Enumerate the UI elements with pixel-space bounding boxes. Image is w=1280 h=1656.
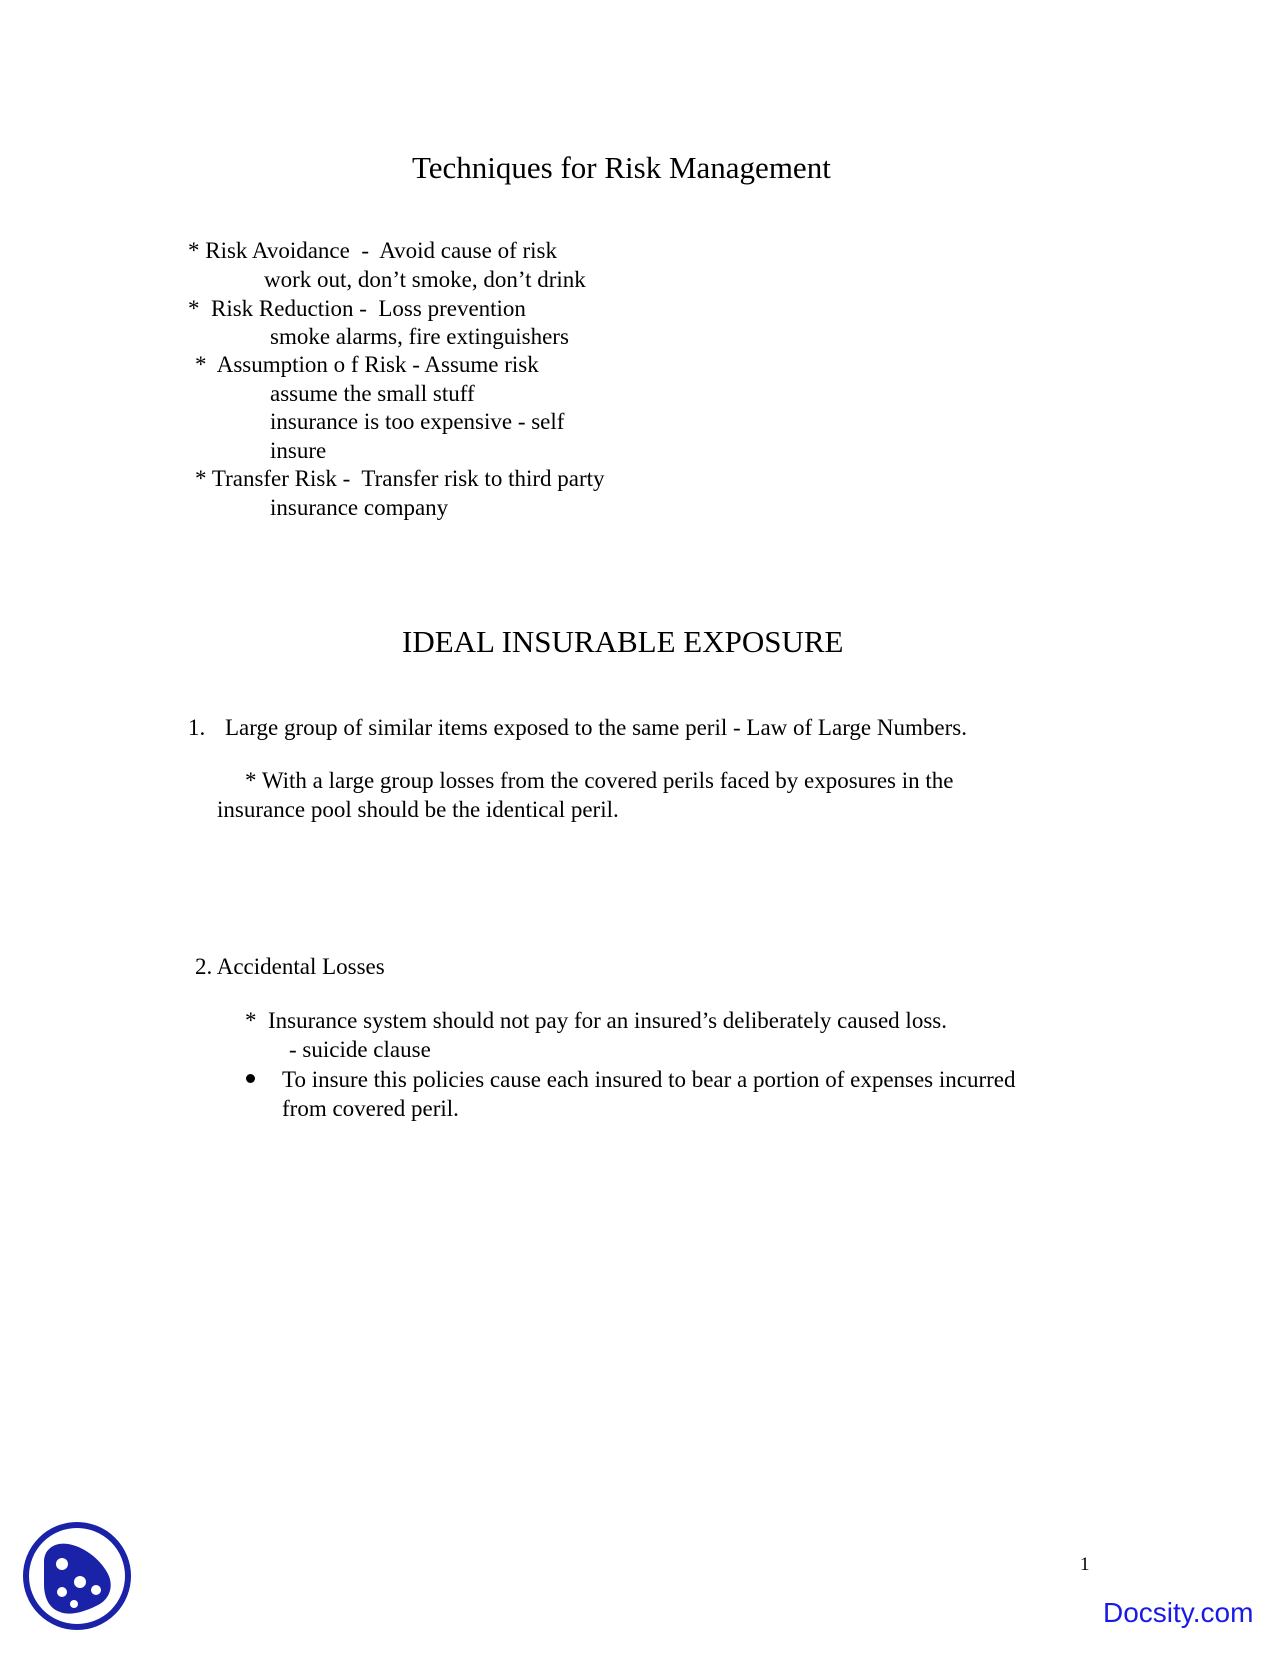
section-title-ideal-insurable-exposure: IDEAL INSURABLE EXPOSURE [402, 624, 844, 659]
docsity-logo-icon [22, 1520, 132, 1632]
item-2-bullet-line-1: To insure this policies cause each insured to bear a portion of expenses incurred [282, 1067, 1016, 1092]
numbered-item-2-heading: 2. Accidental Losses [195, 954, 385, 979]
list-item-transfer-risk: * Transfer Risk - Transfer risk to third party [195, 466, 605, 491]
item-2-note-line-2: - suicide clause [289, 1037, 431, 1062]
list-item-risk-reduction: * Risk Reduction - Loss prevention [188, 296, 526, 321]
numbered-item-1-number: 1. [188, 715, 206, 740]
docsity-brand-link[interactable]: Docsity.com [1103, 1597, 1254, 1628]
bullet-icon [246, 1074, 255, 1083]
numbered-item-1-text: Large group of similar items exposed to the same peril - Law of Large Numbers. [225, 715, 967, 740]
list-detail-assumption-1: assume the small stuff [270, 381, 475, 406]
list-detail-assumption-2: insurance is too expensive - self [270, 409, 565, 434]
item-1-note-line-1: * With a large group losses from the covered perils faced by exposures in the [245, 768, 954, 793]
item-2-note-line-1: * Insurance system should not pay for an insured’s deliberately caused loss. [245, 1008, 947, 1033]
list-detail-transfer: insurance company [270, 495, 449, 520]
item-2-bullet-line-2: from covered peril. [282, 1096, 459, 1121]
list-detail-reduction: smoke alarms, fire extinguishers [270, 324, 569, 349]
section-title-techniques: Techniques for Risk Management [412, 150, 831, 185]
list-item-risk-avoidance: * Risk Avoidance - Avoid cause of risk [188, 238, 557, 263]
list-item-assumption: * Assumption o f Risk - Assume risk [195, 352, 539, 377]
item-1-note-line-2: insurance pool should be the identical peril. [217, 797, 619, 822]
list-detail-assumption-3: insure [270, 438, 327, 463]
list-detail-avoidance: work out, don’t smoke, don’t drink [264, 267, 586, 292]
page-number: 1 [1080, 1554, 1090, 1575]
